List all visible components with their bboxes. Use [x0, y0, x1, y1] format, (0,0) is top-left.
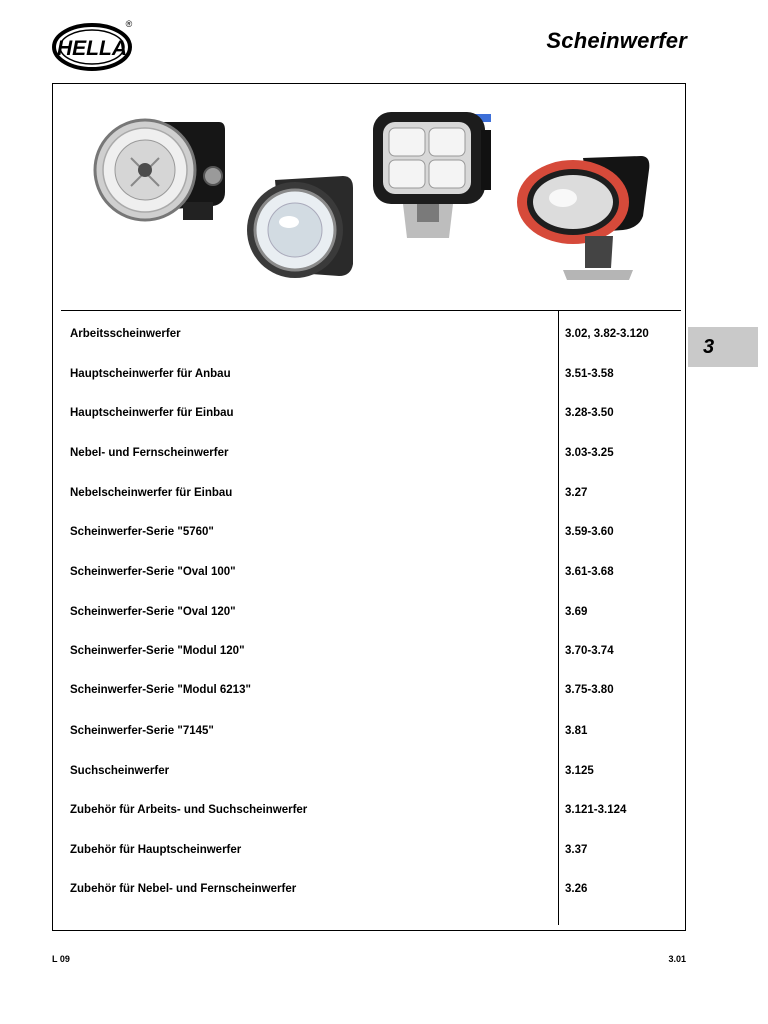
row-pages: 3.75-3.80 [565, 684, 614, 696]
row-pages: 3.81 [565, 725, 588, 737]
row-name: Zubehör für Nebel- und Fernscheinwerfer [70, 883, 297, 895]
table-row [53, 403, 685, 423]
row-pages: 3.59-3.60 [565, 526, 614, 538]
row-name: Nebelscheinwerfer für Einbau [70, 487, 233, 499]
row-pages: 3.37 [565, 844, 588, 856]
row-name: Arbeitsscheinwerfer [70, 328, 181, 340]
product-images [53, 84, 685, 310]
row-pages: 3.28-3.50 [565, 407, 614, 419]
table-row [53, 602, 685, 622]
hella-logo [52, 18, 136, 72]
row-name: Zubehör für Hauptscheinwerfer [70, 844, 242, 856]
logo-text: HELLA [57, 37, 127, 60]
table-row [53, 364, 685, 384]
row-name: Scheinwerfer-Serie "Oval 120" [70, 606, 236, 618]
table-row [53, 761, 685, 781]
row-name: Scheinwerfer-Serie "Modul 120" [70, 645, 245, 657]
row-pages: 3.03-3.25 [565, 447, 614, 459]
row-pages: 3.27 [565, 487, 588, 499]
table-row [53, 483, 685, 503]
table-row [53, 840, 685, 860]
page-number: 3.01 [668, 954, 686, 964]
row-pages: 3.70-3.74 [565, 645, 614, 657]
square-led-work-lamp-image [369, 108, 497, 240]
table-header-divider [61, 310, 681, 311]
table-row [53, 443, 685, 463]
table-row [53, 522, 685, 542]
row-name: Nebel- und Fernscheinwerfer [70, 447, 229, 459]
row-pages: 3.121-3.124 [565, 804, 627, 816]
row-pages: 3.69 [565, 606, 588, 618]
content-frame [52, 83, 686, 931]
table-row [53, 562, 685, 582]
row-name: Scheinwerfer-Serie "Oval 100" [70, 566, 236, 578]
row-pages: 3.125 [565, 765, 594, 777]
row-name: Hauptscheinwerfer für Anbau [70, 368, 231, 380]
row-name: Scheinwerfer-Serie "Modul 6213" [70, 684, 251, 696]
section-tab: 3 [688, 327, 758, 367]
row-name: Scheinwerfer-Serie "7145" [70, 725, 214, 737]
registered-mark: ® [125, 19, 133, 29]
row-pages: 3.26 [565, 883, 588, 895]
row-name: Zubehör für Arbeits- und Suchscheinwerfer [70, 804, 308, 816]
row-name: Suchscheinwerfer [70, 765, 170, 777]
oval-red-work-lamp-image [513, 152, 653, 286]
table-row [53, 721, 685, 741]
table-row [53, 680, 685, 700]
row-pages: 3.61-3.68 [565, 566, 614, 578]
table-row [53, 641, 685, 661]
table-row [53, 324, 685, 344]
row-pages: 3.51-3.58 [565, 368, 614, 380]
table-row [53, 800, 685, 820]
round-builtin-lamp-image [243, 172, 358, 287]
row-pages: 3.02, 3.82-3.120 [565, 328, 649, 340]
row-name: Scheinwerfer-Serie "5760" [70, 526, 214, 538]
page-title: Scheinwerfer [546, 28, 687, 53]
table-row [53, 879, 685, 899]
footer-code: L 09 [52, 954, 70, 964]
round-xenon-work-lamp-image [91, 114, 229, 228]
row-name: Hauptscheinwerfer für Einbau [70, 407, 234, 419]
